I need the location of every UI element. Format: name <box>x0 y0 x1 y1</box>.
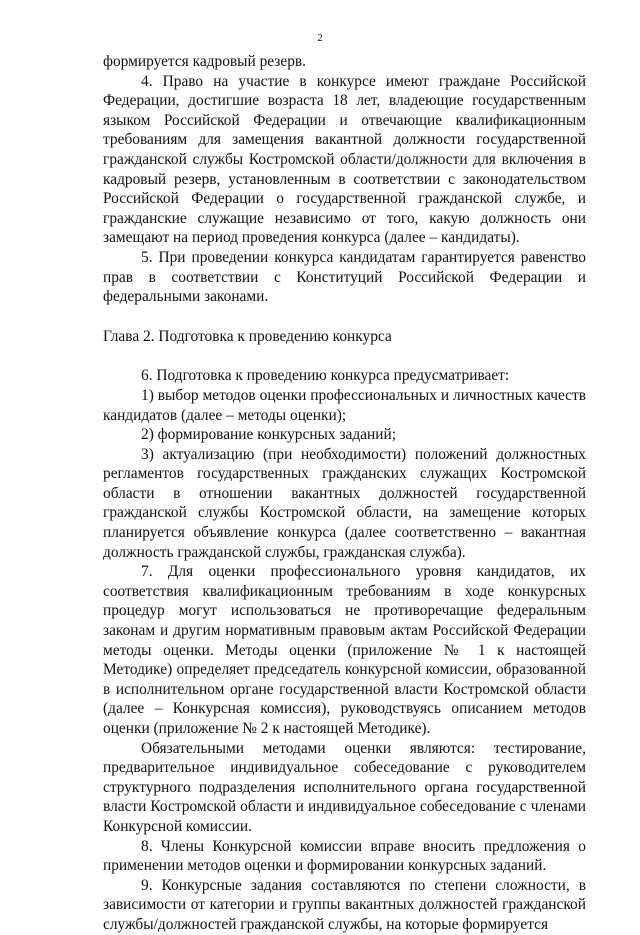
list-item-3: 3) актуализацию (при необходимости) положений должностных регламентов государственных гражданских служащих Костромской области в отношении вакантных должностей государственной гражданской службы Костромской области, на замещение которых планируется объявление конкурса (далее соответственно – вакантная должность гражданской службы, гражданская служба). <box>103 445 586 561</box>
paragraph-continuation: формируется кадровый резерв. <box>103 53 307 70</box>
paragraph-7: 7. Для оценки профессионального уровня кандидатов, их соответствия квалификационным требованиям в ходе конкурсных процедур могут использоваться не противоречащие федеральным законам и другим нормативным правовым актам Российской Федерации методы оценки. Методы оценки (приложение № 1 к настоящей Методике) определяет председатель конкурсной комиссии, образованной в исполнительном органе государственной власти Костромской области (далее – Конкурсная комиссия), руководствуясь описанием методов оценки (приложение № 2 к настоящей Методике). <box>103 563 586 737</box>
page-number: 2 <box>317 32 323 44</box>
paragraph-6: 6. Подготовка к проведению конкурса предусматривает: <box>141 367 510 385</box>
chapter-heading: Глава 2. Подготовка к проведению конкурса <box>103 327 392 345</box>
document-body <box>103 52 586 935</box>
paragraph-5: 5. При проведении конкурса кандидатам гарантируется равенство прав в соответствии с Конституций Российской Федерации и федеральными законами. <box>103 248 586 306</box>
paragraph-7-mandatory-methods: Обязательными методами оценки являются: тестирование, предварительное индивидуальное собеседование с руководителем структурного подразделения исполнительного органа государственной власти Костромской области и индивидуальное собеседование с членами Конкурсной комиссии. <box>103 739 586 835</box>
paragraph-8: 8. Члены Конкурсной комиссии вправе вносить предложения о применении методов оценки и формировании конкурсных заданий. <box>103 837 586 875</box>
list-item-1: 1) выбор методов оценки профессиональных и личностных качеств кандидатов (далее – методы оценки); <box>103 386 586 424</box>
paragraph-4: 4. Право на участие в конкурсе имеют граждане Российской Федерации, достигшие возраста 18 лет, владеющие государственным языком Российской Федерации и отвечающие квалификационным требованиям для замещения вакантной должности государственной гражданской службы Костромской области/должности для включения в кадровый резерв, установленным в соответствии с законодательством Российской Федерации о государственной гражданской службе, и гражданские служащие независимо от того, какую должность они замещают на период проведения конкурса (далее – кандидаты). <box>103 72 586 247</box>
list-item-2: 2) формирование конкурсных заданий; <box>141 426 396 444</box>
paragraph-9: 9. Конкурсные задания составляются по степени сложности, в зависимости от категории и группы вакантных должностей гражданской службы/должностей гражданской службы, на которые формируется <box>103 876 586 933</box>
